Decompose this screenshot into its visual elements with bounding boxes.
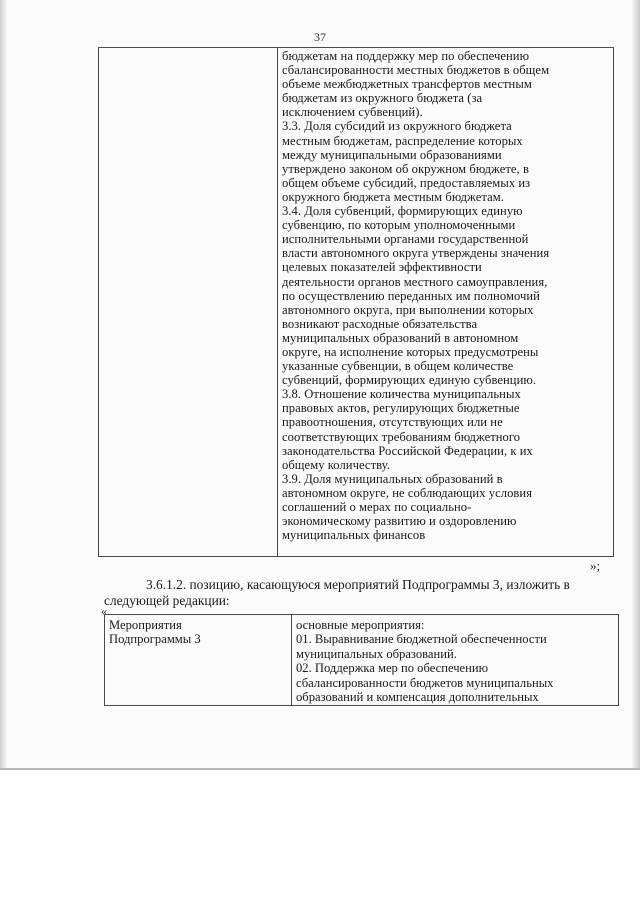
text-line: автономного округа, при выполнении которых (282, 302, 534, 317)
text-line: исполнительными органами государственной (282, 232, 529, 247)
text-line: 3.4. Доля субвенций, формирующих единую (282, 204, 523, 219)
text-line: возникают расходные обязательства (282, 316, 478, 331)
text-line: Мероприятия (109, 618, 182, 632)
text-line: бюджетам из окружного бюджета (за (282, 91, 483, 106)
opening-quote-mark: « (101, 604, 107, 618)
amendment-paragraph (104, 577, 605, 609)
text-line: субвенцию, по которым уполномоченными (282, 218, 516, 233)
text-line: целевых показателей эффективности (282, 260, 482, 275)
closing-quote-mark: »; (590, 558, 601, 573)
text-line: автономном округе, не соблюдающих условия (282, 485, 533, 500)
table-cell-indicators (278, 48, 614, 557)
activities-heading-block (109, 618, 287, 647)
text-line: округе, на исполнение которых предусмотрены (282, 344, 539, 359)
activities-text-block (296, 618, 614, 704)
text-line: окружного бюджета местным бюджетам. (282, 189, 504, 204)
text-line: муниципальных образований в автономном (282, 330, 519, 345)
indicator-text-block (282, 49, 609, 542)
table-cell-heading (105, 615, 292, 706)
text-line: 02. Поддержка мер по обеспечению (296, 661, 489, 676)
text-line: утверждено законом об окружном бюджете, в (282, 161, 529, 176)
text-line: субвенций, формирующих единую субвенцию. (282, 373, 537, 388)
indicators-table (98, 47, 614, 557)
text-line: соглашений о мерах по социально- (282, 500, 472, 514)
text-line: экономическому развитию и оздоровлению (282, 514, 517, 529)
text-line: указанные субвенции, в общем количестве (282, 359, 514, 374)
text-line: Подпрограммы 3 (109, 632, 201, 647)
text-line: законодательства Российской Федерации, к их (282, 443, 533, 458)
text-line: общему количеству. (282, 457, 390, 472)
table-row (99, 48, 614, 557)
text-line: муниципальных финансов (282, 528, 426, 543)
text-line: основные мероприятия: (296, 618, 425, 632)
text-line: муниципальных образований. (296, 646, 457, 661)
text-line: сбалансированности местных бюджетов в общем (282, 63, 550, 78)
text-line: 01. Выравнивание бюджетной обеспеченности (296, 632, 547, 647)
text-line: между муниципальными образованиями (282, 147, 502, 162)
paragraph-line: следующей редакции: (104, 593, 230, 608)
text-line: сбалансированности бюджетов муниципальных (296, 675, 554, 690)
table-row (105, 615, 619, 706)
text-line: 3.8. Отношение количества муниципальных (282, 387, 521, 402)
text-line: общем объеме субсидий, предоставляемых из (282, 175, 531, 190)
text-line: власти автономного округа утверждены значения (282, 246, 550, 261)
table-cell-activities (292, 615, 619, 706)
paragraph-line: 3.6.1.2. позицию, касающуюся мероприятий Подпрограммы 3, изложить в (146, 577, 570, 592)
text-line: деятельности органов местного самоуправления, (282, 274, 548, 289)
page-edge-right (632, 0, 640, 768)
text-line: объеме межбюджетных трансфертов местным (282, 77, 532, 92)
subprogram-activities-table (104, 614, 619, 706)
text-line: правоотношения, отсутствующих или не (282, 415, 503, 430)
text-line: 3.3. Доля субсидий из окружного бюджета (282, 119, 512, 134)
text-line: по осуществлению переданных им полномочий (282, 288, 540, 303)
text-line: 3.9. Доля муниципальных образований в (282, 471, 503, 486)
text-line: соответствующих требованиям бюджетного (282, 429, 521, 444)
text-line: исключением субвенций). (282, 105, 423, 120)
text-line: бюджетам на поддержку мер по обеспечению (282, 49, 530, 63)
text-line: правовых актов, регулирующих бюджетные (282, 401, 520, 416)
text-line: образований и компенсация дополнительных (296, 690, 539, 705)
text-line: местным бюджетам, распределение которых (282, 133, 523, 148)
page-number: 37 (314, 30, 326, 44)
page-edge-left (0, 0, 6, 768)
table-cell-left-empty (99, 48, 278, 557)
